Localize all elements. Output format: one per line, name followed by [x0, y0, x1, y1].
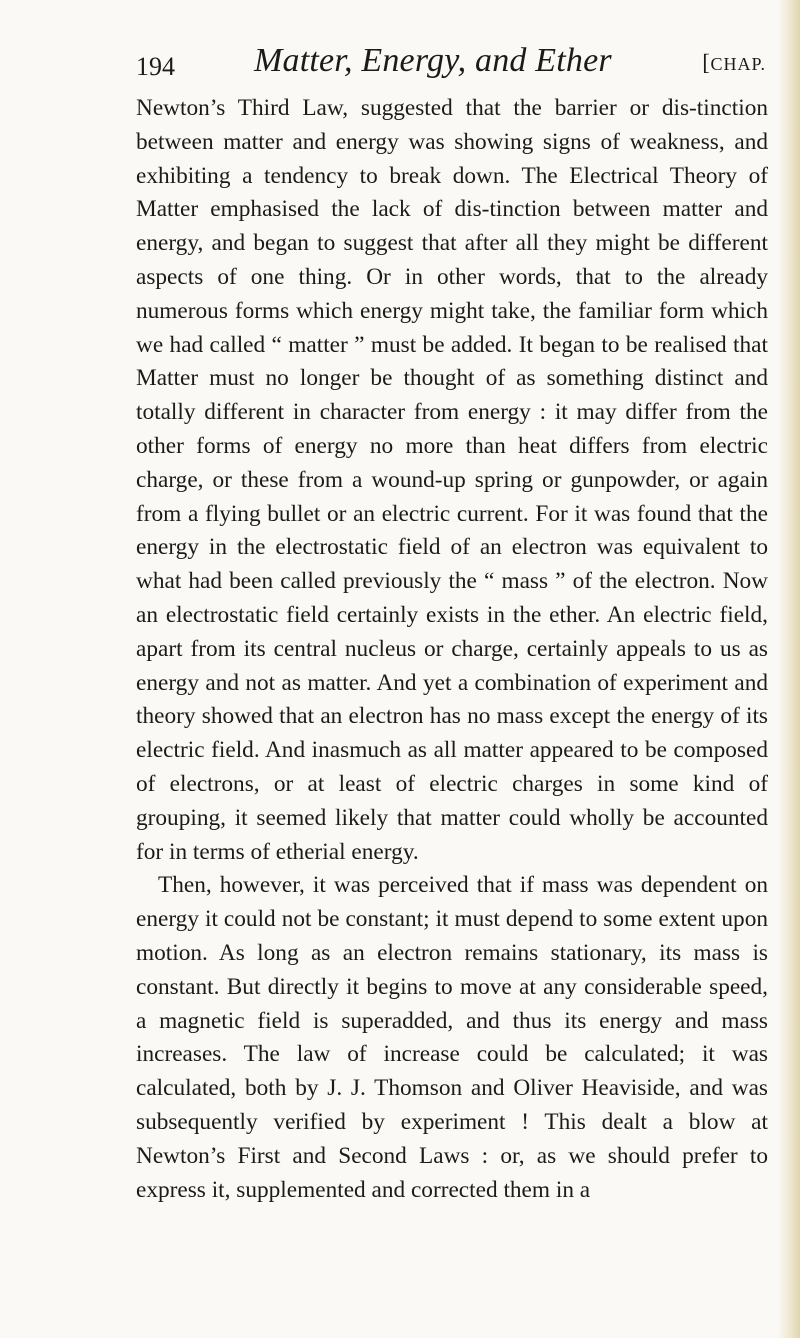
running-title: Matter, Energy, and Ether: [254, 42, 612, 79]
body-text: [136, 92, 768, 1207]
page-edge-shading: [778, 0, 800, 1338]
page-number: 194: [136, 52, 175, 81]
chapter-mark: [702, 50, 766, 76]
paragraph-1: Newton’s Third Law, suggested that the barrier or dis-tinction between matter and energy was showing signs of weakness, and exhibiting a tendency to break down. The Electrical Theory of Matter emphasised the lack of dis-tinction between matter and energy, and began to suggest that after all they might be different aspects of one thing. Or in other words, that to the already numerous forms which energy might take, the familiar form which we had called “ matter ” must be added. It began to be realised that Matter must no longer be thought of as something distinct and totally different in character from energy : it may differ from the other forms of energy no more than heat differs from electric charge, or these from a wound-up spring or gunpowder, or again from a flying bullet or an electric current. For it was found that the energy in the electrostatic field of an electron was equivalent to what had been called previously the “ mass ” of the electron. Now an electrostatic field certainly exists in the ether. An electric field, apart from its central nucleus or charge, certainly appeals to us as energy and not as matter. And yet a combination of experiment and theory showed that an electron has no mass except the energy of its electric field. And inasmuch as all matter appeared to be composed of electrons, or at least of electric charges in some kind of grouping, it seemed likely that matter could wholly be accounted for in terms of etherial energy.: [136, 95, 768, 865]
chapter-label: CHAP.: [710, 54, 766, 74]
page-header: [136, 42, 766, 86]
paragraph-2: Then, however, it was perceived that if mass was dependent on energy it could not be constant; it must depend to some extent upon motion. As long as an electron remains stationary, its mass is constant. But directly it begins to move at any considerable speed, a magnetic field is superadded, and thus its energy and mass increases. The law of increase could be calculated; it was calculated, both by J. J. Thomson and Oliver Heaviside, and was subsequently verified by experiment ! This dealt a blow at Newton’s First and Second Laws : or, as we should prefer to express it, supplemented and corrected them in a: [136, 872, 768, 1203]
chapter-bracket: [: [702, 50, 711, 75]
